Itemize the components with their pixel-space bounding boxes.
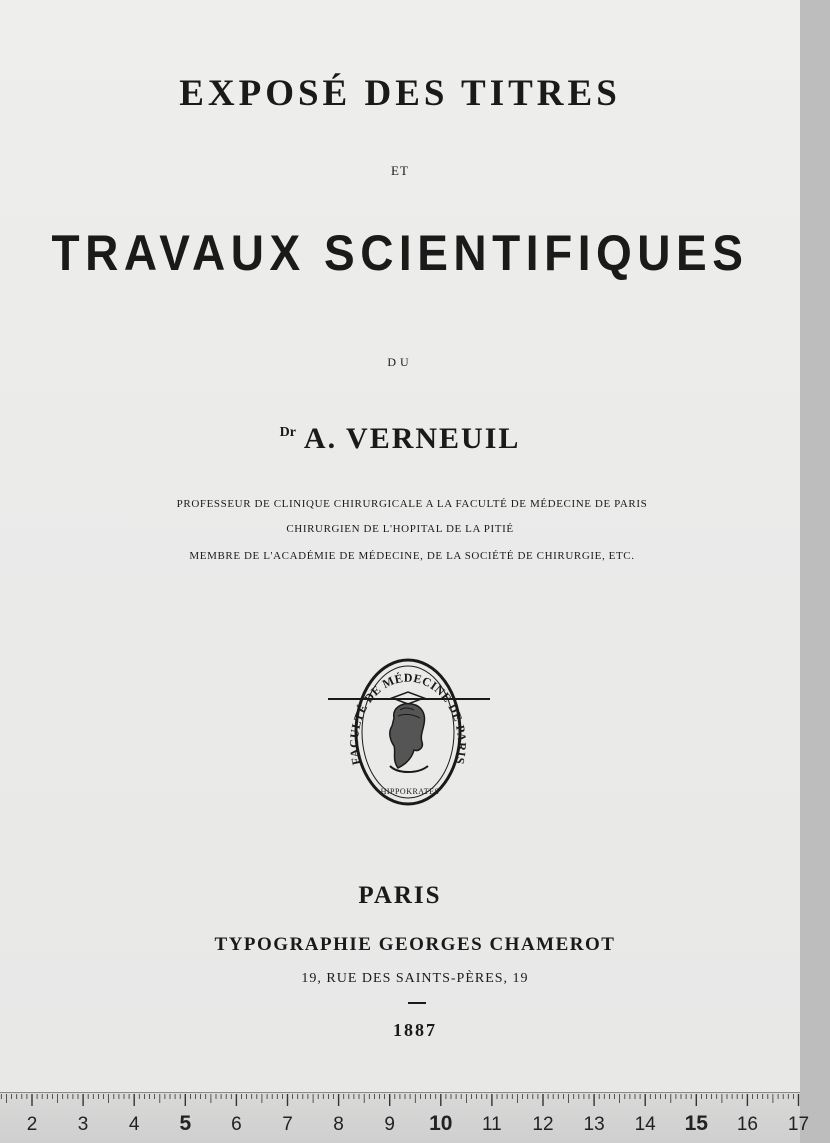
publication-city: PARIS xyxy=(358,882,442,909)
ruler-number: 15 xyxy=(684,1112,708,1135)
ruler-number: 3 xyxy=(77,1114,89,1135)
preposition: DU xyxy=(387,355,413,369)
divider-dash xyxy=(408,1002,426,1004)
ruler-number: 12 xyxy=(532,1114,554,1135)
ruler-number: 11 xyxy=(482,1114,502,1135)
ruler-number: 14 xyxy=(634,1114,656,1135)
publication-year: 1887 xyxy=(393,1020,437,1040)
title-line-2: TRAVAUX SCIENTIFIQUES xyxy=(51,225,749,281)
ruler-number: 13 xyxy=(583,1114,605,1135)
title-connector: ET xyxy=(391,163,409,178)
hippocrates-bust-icon xyxy=(390,704,428,772)
ruler-ticks xyxy=(0,1093,800,1143)
author-prefix: Dr xyxy=(279,425,296,440)
library-stamp xyxy=(322,650,492,820)
title-line-1: EXPOSÉ DES TITRES xyxy=(179,73,621,114)
affiliation-member: MEMBRE DE L'ACADÉMIE DE MÉDECINE, DE LA SOCIÉTÉ DE CHIRURGIE, ETC. xyxy=(189,550,635,562)
ruler-number: 2 xyxy=(26,1114,38,1135)
ruler-number: 16 xyxy=(736,1114,758,1135)
publisher-address: 19, RUE DES SAINTS-PÈRES, 19 xyxy=(301,971,529,986)
author-line xyxy=(0,422,800,456)
affiliation-surgeon: CHIRURGIEN DE L'HOPITAL DE LA PITIÉ xyxy=(286,523,514,535)
author-name: A. VERNEUIL xyxy=(303,422,521,455)
ruler-number: 5 xyxy=(179,1112,192,1135)
measuring-ruler xyxy=(0,1092,810,1143)
affiliation-professor: PROFESSEUR DE CLINIQUE CHIRURGICALE A LA FACULTÉ DE MÉDECINE DE PARIS xyxy=(176,498,648,510)
stamp-bottom-text: HIPPOKRATES xyxy=(380,787,440,796)
ruler-number: 6 xyxy=(231,1114,242,1135)
ruler-number: 4 xyxy=(128,1114,140,1135)
ruler-number: 10 xyxy=(429,1112,453,1135)
ruler-number: 7 xyxy=(282,1114,293,1135)
publisher: TYPOGRAPHIE GEORGES CHAMEROT xyxy=(214,934,616,955)
ruler-number: 8 xyxy=(333,1114,344,1135)
stamp-ring-text: FACULTÉ DE MÉDECINE DE PARIS xyxy=(346,670,470,767)
ruler-number: 9 xyxy=(384,1114,395,1135)
ruler-number: 17 xyxy=(787,1114,810,1135)
